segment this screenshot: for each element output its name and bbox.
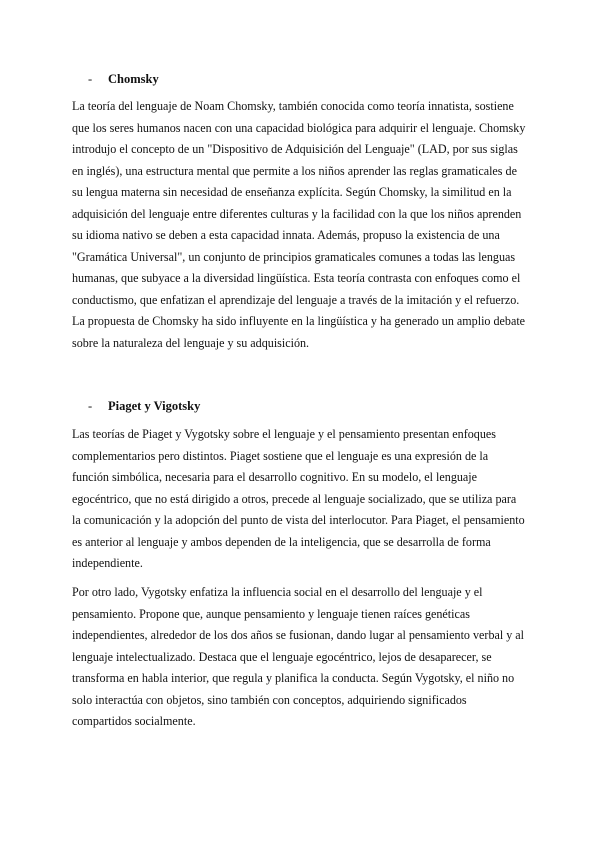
text-line: conductismo, que enfatizan el aprendizaje del lenguaje a través de la imitación y el refuerzo. bbox=[72, 292, 520, 307]
text-line: lenguaje intelectualizado. Destaca que el lenguaje egocéntrico, lejos de desaparecer, se bbox=[72, 649, 492, 664]
paragraph-vygotsky bbox=[72, 582, 532, 733]
section-title: Piaget y Vigotsky bbox=[108, 399, 201, 413]
text-line: La teoría del lenguaje de Noam Chomsky, también conocida como teoría innatista, sostiene bbox=[72, 99, 514, 113]
text-line: adquisición del lenguaje entre diferentes culturas y la facilidad con la que los niños aprenden bbox=[72, 206, 522, 221]
text-line: pensamiento. Propone que, aunque pensamiento y lenguaje tienen raíces genéticas bbox=[72, 606, 470, 621]
text-line: su lengua materna sin necesidad de enseñanza explícita. Según Chomsky, la similitud en la bbox=[72, 185, 512, 199]
section-heading-piaget-vigotsky bbox=[88, 398, 200, 414]
text-line: independiente. bbox=[72, 556, 143, 570]
text-line: independientes, alrededor de los dos años se fusionan, dando lugar al pensamiento verbal y al bbox=[72, 628, 525, 642]
text-line: la comunicación y la adopción del punto de vista del interlocutor. Para Piaget, el pensamiento bbox=[72, 513, 525, 527]
text-line: transforma en habla interior, que regula y planifica la conducta. Según Vygotsky, el niño no bbox=[72, 671, 515, 685]
text-line: es anterior al lenguaje y ambos dependen de la inteligencia, que se desarrolla de forma bbox=[72, 534, 491, 549]
text-line: Por otro lado, Vygotsky enfatiza la influencia social en el desarrollo del lenguaje y el bbox=[72, 585, 483, 599]
text-line: introdujo el concepto de un "Dispositivo de Adquisición del Lenguaje" (LAD, por sus siglas bbox=[72, 142, 518, 156]
text-line: "Gramática Universal", un conjunto de principios gramaticales comunes a todas las lenguas bbox=[72, 249, 516, 264]
text-line: en inglés), una estructura mental que permite a los niños aprender las reglas gramaticales de bbox=[72, 163, 517, 178]
text-line: Las teorías de Piaget y Vygotsky sobre el lenguaje y el pensamiento presentan enfoques bbox=[72, 427, 496, 441]
text-line: función simbólica, necesaria para el desarrollo cognitivo. En su modelo, el lenguaje bbox=[72, 470, 478, 484]
section-title: Chomsky bbox=[108, 72, 159, 86]
text-line: complementarios pero distintos. Piaget sostiene que el lenguaje es una expresión de la bbox=[72, 448, 489, 463]
text-line: egocéntrico, que no está dirigido a otros, precede al lenguaje socializado, que se utiliza para bbox=[72, 491, 517, 506]
section-heading-chomsky bbox=[88, 71, 159, 87]
text-line: su idioma nativo se deben a esta capacidad innata. Además, propuso la existencia de una bbox=[72, 228, 500, 242]
paragraph-chomsky bbox=[72, 96, 532, 354]
text-line: La propuesta de Chomsky ha sido influyente en la lingüística y ha generado un amplio debate bbox=[72, 314, 526, 328]
text-line: sobre la naturaleza del lenguaje y su adquisición. bbox=[72, 335, 310, 350]
paragraph-piaget bbox=[72, 424, 532, 575]
text-line: solo interactúa con objetos, sino también con conceptos, adquiriendo significados bbox=[72, 692, 467, 707]
text-line: compartidos socialmente. bbox=[72, 714, 196, 728]
text-line: humanas, que subyace a la diversidad lingüística. Esta teoría contrasta con enfoques como el bbox=[72, 271, 521, 285]
text-line: que los seres humanos nacen con una capacidad biológica para adquirir el lenguaje. Chomsky bbox=[72, 120, 526, 135]
bullet-dash: - bbox=[88, 72, 93, 86]
bullet-dash: - bbox=[88, 399, 93, 413]
